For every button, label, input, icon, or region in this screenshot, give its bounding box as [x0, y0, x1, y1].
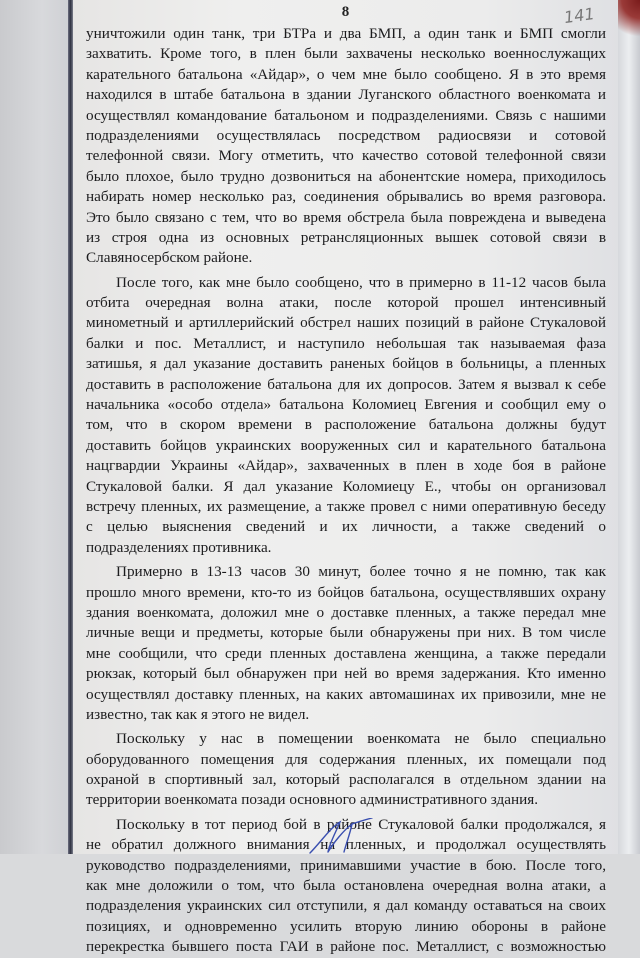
facing-page	[0, 0, 70, 854]
text-line: не обратил должного внимания на пленных, и продолжал осуществлять	[86, 836, 606, 854]
text-line: известно, так как я этого не видел.	[86, 705, 310, 723]
text-line: было плохое, было трудно дозвониться на абонентские номера, приходилось	[86, 167, 606, 185]
text-line: минометный и артиллерийский обстрел наших позиций в районе Стукаловой	[86, 314, 606, 332]
text-line: доставить бойцов украинских вооруженных сил и карательного батальона	[86, 436, 606, 454]
text-line: захватить. Кроме того, в плен были захвачены несколько военнослужащих	[86, 45, 606, 63]
text-line: оборудованного помещения для содержания пленных, их помещали под	[86, 750, 606, 768]
text-line: перекрестка бывшего поста ГАИ в районе пос. Металлист, с возможностью	[86, 938, 606, 956]
text-line: осуществлял командование батальоном и подразделениями. Связь с нашими	[86, 106, 606, 124]
text-line: подразделения украинских сил отступили, я дал команду оставаться на своих	[86, 897, 606, 915]
text-line: доставить в расположение батальона для их допросов. Затем я вызвал к себе	[86, 375, 606, 393]
text-line: карательного батальона «Айдар», о чем мне было сообщено. Я в это время	[86, 65, 606, 83]
text-line: нацгвардии Украины «Айдар», захваченных в плен в ходе боя в районе	[86, 457, 606, 475]
text-line: подразделениями осуществлялась посредством радиосвязи и сотовой	[86, 126, 606, 144]
text-line: личные вещи и предметы, которые были обнаружены при них. В том числе	[86, 624, 606, 642]
archive-sheet-number: 141	[562, 3, 596, 28]
text-line: начальника «особо отдела» батальона Коломиец Евгения и сообщил ему о	[86, 396, 606, 414]
text-line: затишья, я дал указание доставить раненых бойцов в больницы, а пленных	[86, 355, 606, 373]
text-line: Поскольку у нас в помещении военкомата не было специально	[116, 730, 606, 748]
text-line: После того, как мне было сообщено, что в примерно в 11-12 часов была	[116, 273, 606, 291]
page-edge	[618, 0, 640, 854]
text-line: позициях, и одновременно усилить вторую линию обороны в районе	[86, 917, 606, 935]
text-line: прошло много времени, кто-то из бойцов батальона, осуществлявших охрану	[86, 583, 606, 601]
paragraph	[86, 729, 606, 811]
signature	[300, 818, 390, 854]
text-line: балки и пос. Металлист, и наступило небольшая так называемая фаза	[86, 334, 606, 352]
text-line: набирать номер несколько раз, соединения обрывались во время разговора.	[86, 188, 606, 206]
paragraph	[86, 273, 606, 558]
text-line: рюкзак, который был обнаружен при ней во время задержания. Кто именно	[86, 665, 606, 683]
text-line: мне сообщили, что среди пленных доставлена женщина, а также передали	[86, 644, 606, 662]
text-line: из строя одна из основных ретрансляционных вышек сотовой связи в	[86, 228, 606, 246]
text-line: встречу пленных, их размещение, а также провел с ними оперативную беседу	[86, 497, 606, 515]
text-line: здания военкомата, доложил мне о доставке пленных, а также передал мне	[86, 603, 606, 621]
text-line: руководство подразделениями, принимавшими участие в бою. После того,	[86, 856, 606, 874]
text-line: отбита очередная волна атаки, после которой прошел интенсивный	[86, 294, 606, 312]
page-number: 8	[341, 4, 350, 20]
text-line: территории военкомата позади основного административного здания.	[86, 791, 538, 809]
text-line: охраной в спортивный зал, который располагался в отдельном здании на	[86, 771, 606, 789]
text-line: Примерно в 13-13 часов 30 минут, более точно я не помню, так как	[116, 563, 606, 581]
text-line: находился в штабе батальона в здании Луганского областного военкомата и	[86, 86, 606, 104]
text-line: Поскольку в тот период бой в районе Стукаловой балки продолжался, я	[116, 815, 606, 833]
text-line: том, что в скором времени в расположение батальона должны будут	[86, 416, 606, 434]
text-line: уничтожили один танк, три БТРа и два БМП, а один танк и БМП смогли	[86, 25, 606, 42]
paragraph	[86, 24, 606, 269]
text-line: Стукаловой балки. Я дал указание Коломиецу Е., чтобы он организовал	[86, 477, 606, 495]
text-line: как мне доложили о том, что была остановлена очередная волна атаки, а	[86, 877, 606, 895]
text-line: с целью выяснения сведений и их личности, а также сведений о	[86, 518, 606, 536]
text-line: Это было связано с тем, что во время обстрела была повреждена и выведена	[86, 208, 606, 226]
text-line: Славяносербском районе.	[86, 249, 253, 267]
text-line: телефонной связи. Могу отметить, что качество сотовой телефонной связи	[86, 147, 606, 165]
paragraph	[86, 562, 606, 725]
folder-corner	[618, 0, 640, 40]
text-line: подразделениях противника.	[86, 538, 272, 556]
text-line: осуществлял доставку пленных, на каких автомашинах их привозили, мне не	[86, 685, 606, 703]
